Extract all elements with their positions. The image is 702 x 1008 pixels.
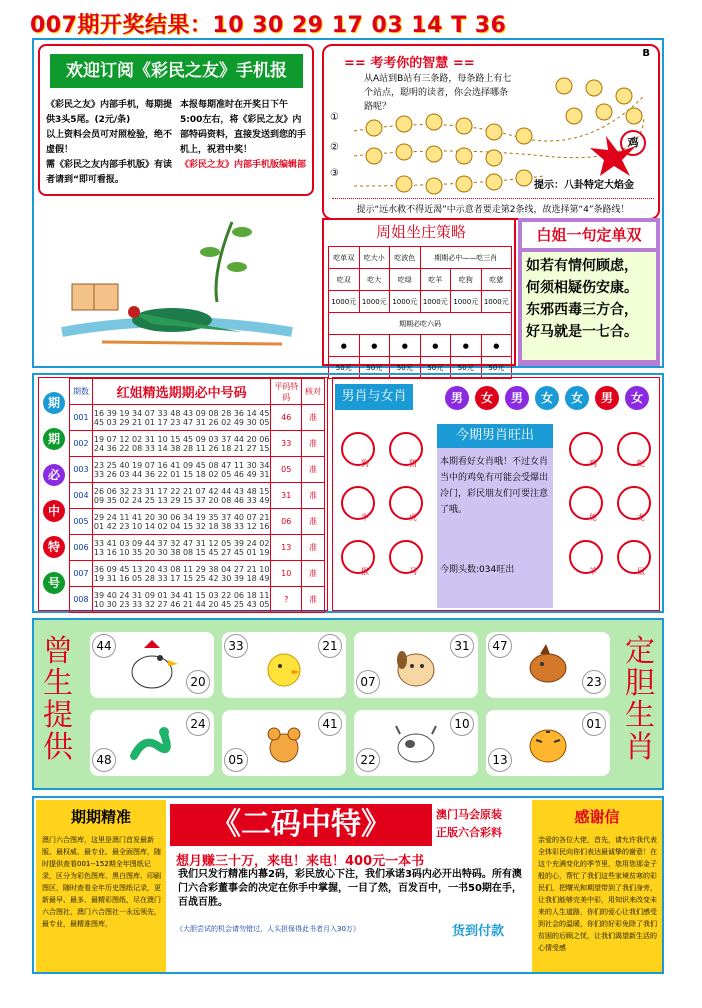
hong-table (69, 378, 325, 613)
erma-banner: 《二码中特》 (170, 804, 432, 846)
hong-box (38, 377, 328, 611)
zodiac-card (90, 632, 214, 698)
quiz-b-label: B (642, 48, 650, 59)
period-number: 005 (70, 509, 93, 535)
bai-title: 白姐一句定单双 (522, 222, 656, 248)
zhou-dot: ● (329, 335, 360, 357)
hong-title: 红姐精选期期必中号码 (92, 379, 271, 405)
zhou-cell: 50元 (359, 357, 390, 379)
subscribe-para: 以上资料会员可对照检验，绝不虚假！ (46, 130, 173, 155)
zhou-cell: 期期必中——吃三肖 (420, 247, 512, 269)
card-number: 20 (186, 670, 210, 694)
zhou-cell: 1000元 (451, 291, 482, 313)
quiz-box (322, 44, 660, 220)
snake-icon (124, 716, 180, 772)
zodiac-goat-icon (569, 540, 603, 574)
card-number: 07 (356, 670, 380, 694)
erma-side-line: 澳门马会原装 (436, 808, 502, 821)
col-header: 期数 (70, 379, 93, 405)
special-number: 33 (271, 431, 302, 457)
zodiac-label: 狗 (361, 459, 369, 468)
zhou-dot: ● (481, 335, 512, 357)
zhou-cell: 50元 (481, 357, 512, 379)
rooster-icon (124, 638, 180, 694)
gender-badge: 女 (475, 386, 499, 410)
special-number: 05 (271, 457, 302, 483)
check-mark: 准 (302, 405, 325, 431)
path-number-2: ② (330, 142, 339, 153)
zodiac-card (354, 632, 478, 698)
card-number: 10 (450, 712, 474, 736)
vtitle-char: 生 (43, 666, 73, 701)
subscribe-left-text (46, 98, 172, 188)
zhou-cell: 1000元 (420, 291, 451, 313)
special-number: 31 (271, 483, 302, 509)
thanks-box (532, 800, 662, 972)
vtitle-char: 曾 (43, 634, 73, 669)
check-mark: 准 (302, 483, 325, 509)
right-vertical-title (622, 636, 658, 764)
period-number: 007 (70, 561, 93, 587)
vtitle-char: 胆 (625, 666, 655, 701)
section-subscribe (32, 38, 664, 372)
subscribe-right-text (180, 98, 310, 173)
bird-illustration (42, 212, 312, 362)
precise-box (36, 800, 166, 972)
zodiac-label: 马 (409, 567, 417, 576)
result-text: 007期开奖结果：10 30 29 17 03 14 T 36 (30, 13, 507, 38)
side-char: 特 (43, 536, 65, 558)
erma-foot: 《大胆尝试的机会请勿错过，人头担保得此书者月入30万》 (176, 925, 360, 933)
precise-title: 期期精准 (70, 808, 131, 826)
horse-icon (520, 638, 576, 694)
zodiac-monkey-icon (341, 540, 375, 574)
hong-row (70, 561, 325, 587)
subscribe-editor: 《彩民之友》内部手机版编辑部 (180, 160, 307, 170)
nannv-box (332, 377, 660, 611)
zodiac-dog-icon (341, 432, 375, 466)
code-list: 19 07 12 02 31 10 15 45 09 03 37 44 20 06 24 36 22 08 33 14 38 28 11 26 18 21 27 15 (92, 431, 271, 457)
zodiac-ox-icon (341, 486, 375, 520)
zodiac-label: 猴 (361, 567, 369, 576)
zhou-cell: 吃狗 (451, 269, 482, 291)
zhou-cell: 1000元 (390, 291, 421, 313)
special-number: 46 (271, 405, 302, 431)
poem-line: 如若有情何顾虑， (526, 258, 638, 274)
card-number: 21 (318, 634, 342, 658)
side-char: 期 (43, 428, 65, 450)
zodiac-label: 猪 (409, 459, 417, 468)
gender-badge: 女 (565, 386, 589, 410)
nan-mid-title: 今期男肖旺出 (437, 424, 553, 448)
erma-side-line: 正版六合彩料 (436, 826, 502, 839)
card-number: 24 (186, 712, 210, 736)
special-number: 10 (271, 561, 302, 587)
hong-row (70, 431, 325, 457)
zodiac-label: 羊 (589, 567, 597, 576)
zhou-dot: ● (390, 335, 421, 357)
zhou-cell: 50元 (390, 357, 421, 379)
card-number: 23 (582, 670, 606, 694)
bai-poem (522, 252, 656, 360)
zodiac-tiger-icon (389, 486, 423, 520)
period-number: 006 (70, 535, 93, 561)
zodiac-card (354, 710, 478, 776)
side-char: 期 (43, 392, 65, 414)
poem-line: 何须相疑伤安康。 (526, 280, 638, 296)
period-number: 001 (70, 405, 93, 431)
poem-line: 东邪西毒三方合， (526, 302, 638, 318)
zodiac-label: 龙 (637, 513, 645, 522)
gender-badge: 女 (535, 386, 559, 410)
zhou-strategy-box (322, 218, 516, 372)
dog-icon (388, 638, 444, 694)
code-list: 29 24 11 41 20 30 06 34 19 35 37 40 07 21 01 42 23 10 14 02 04 15 32 18 38 33 12 16 (92, 509, 271, 535)
code-list: 36 09 45 13 20 43 08 11 29 38 04 27 21 10 19 31 16 05 28 33 17 15 25 42 30 39 18 49 (92, 561, 271, 587)
check-mark: 准 (302, 587, 325, 613)
col-header: 平码特码 (271, 379, 302, 405)
erma-body: 我们只发行精准内幕2码，彩民放心下注，我们承诺3码内必开出特码。所有澳门六合彩董事会的决定在你手中掌握，一目了然，百发百中，一书50期在手，百战百胜。 (178, 869, 522, 908)
zodiac-card (222, 710, 346, 776)
vtitle-char: 生 (625, 698, 655, 733)
gender-badge: 男 (505, 386, 529, 410)
zhou-cell: 吃双 (329, 269, 360, 291)
check-mark: 准 (302, 509, 325, 535)
zhou-cell: 吃波色 (390, 247, 421, 269)
vtitle-char: 提 (43, 698, 73, 733)
vtitle-char: 肖 (625, 730, 655, 765)
hong-row (70, 405, 325, 431)
zodiac-dragon-icon (617, 486, 651, 520)
zhou-cell: 吃羊 (420, 269, 451, 291)
gender-badge: 男 (595, 386, 619, 410)
card-number: 22 (356, 748, 380, 772)
zodiac-pig-icon (389, 432, 423, 466)
check-mark: 准 (302, 561, 325, 587)
zhong-label: 中 (598, 141, 608, 151)
special-number: ? (271, 587, 302, 613)
erma-side (436, 806, 532, 842)
zodiac-snake-icon (617, 432, 651, 466)
zhou-cell: 1000元 (329, 291, 360, 313)
path-number-1: ① (330, 112, 339, 123)
zodiac-label: 鼠 (637, 567, 645, 576)
nannv-title: 男肖与女肖 (335, 384, 413, 410)
zodiac-card (486, 632, 610, 698)
hong-row (70, 509, 325, 535)
zodiac-label: 蛇 (637, 459, 645, 468)
zodiac-label: 虎 (409, 513, 417, 522)
check-mark: 准 (302, 535, 325, 561)
card-number: 33 (224, 634, 248, 658)
zhou-cell: 吃猪 (481, 269, 512, 291)
section-hong-nannv (32, 373, 664, 613)
zhou-cell: 1000元 (481, 291, 512, 313)
card-number: 47 (488, 634, 512, 658)
hong-row (70, 457, 325, 483)
subscribe-para: 《彩民之友》内部手机，每期提供3头5尾。(2元/条) (46, 100, 173, 125)
zodiac-rooster-icon (569, 432, 603, 466)
period-number: 002 (70, 431, 93, 457)
mouse-icon (256, 716, 312, 772)
subscribe-box (38, 44, 314, 196)
code-list: 39 40 24 31 09 01 34 41 15 03 22 06 18 11 10 30 23 33 32 27 46 21 44 20 45 25 43 05 (92, 587, 271, 613)
quiz-hint-left: 提示：八卦特定大焰金 (534, 180, 634, 191)
card-number: 41 (318, 712, 342, 736)
subscribe-para: 需《彩民之友内部手机版》有读者请到“即可看报。 (46, 160, 173, 185)
zodiac-rabbit-icon (569, 486, 603, 520)
quiz-title: == 考考你的智慧 == (344, 56, 475, 71)
ji-badge: 鸡 (620, 130, 646, 156)
period-number: 003 (70, 457, 93, 483)
code-list: 26 06 32 23 31 17 22 21 07 42 44 43 48 15 09 35 02 24 25 13 29 15 37 20 08 46 33 49 (92, 483, 271, 509)
zhou-cell: 50元 (329, 357, 360, 379)
gender-badge: 男 (445, 386, 469, 410)
erma-slogan: 想月赚三十万，来电！来电！400元一本书 (176, 854, 425, 869)
zhou-dot: ● (359, 335, 390, 357)
code-list: 23 25 40 19 07 16 41 09 45 08 47 11 30 34 33 26 03 44 36 22 01 15 18 02 05 46 49 31 (92, 457, 271, 483)
zodiac-rat-icon (617, 540, 651, 574)
card-number: 01 (582, 712, 606, 736)
vtitle-char: 定 (625, 634, 655, 669)
card-number: 44 (92, 634, 116, 658)
hong-row (70, 587, 325, 613)
zhou-title: 周姐坐庄策略 (375, 223, 466, 241)
zhou-cell: 吃大小 (359, 247, 390, 269)
zodiac-label: 兔 (589, 513, 597, 522)
poem-line: 好马就是一七合。 (526, 324, 638, 340)
subscribe-para: 本报每期准时在开奖日下午5:00左右，将《彩民之友》内部特码资料，直接发送到您的手机上，祝君中奖！ (180, 100, 307, 155)
zhou-cell: 吃单双 (329, 247, 360, 269)
nan-middle (437, 424, 553, 608)
side-char: 中 (43, 500, 65, 522)
nan-mid-head: 今期头数:034旺出 (440, 565, 515, 575)
card-number: 13 (488, 748, 512, 772)
bai-box (518, 218, 660, 366)
code-list: 16 39 19 34 07 33 48 43 09 08 28 36 14 45 45 03 29 21 01 17 23 47 31 26 02 49 30 05 (92, 405, 271, 431)
special-number: 13 (271, 535, 302, 561)
path-number-3: ③ (330, 168, 339, 179)
side-char: 号 (43, 572, 65, 594)
zhou-cell: 50元 (420, 357, 451, 379)
gender-badge: 女 (625, 386, 649, 410)
zhou-cell: 期期必吃六码 (329, 313, 512, 335)
special-number: 06 (271, 509, 302, 535)
zhou-cell: 吃大 (359, 269, 390, 291)
col-header: 核对 (302, 379, 325, 405)
quiz-hint: 提示“远水救不得近渴”中示意者要走第2条线，故选择第“4”条路线！ (332, 198, 654, 215)
hong-row (70, 535, 325, 561)
nan-mid-text: 本期看好女肖哦！不过女肖当中的鸡免有可能会受爆出冷门，彩民朋友们可要注意了哦。 (440, 457, 549, 515)
zhou-cell: 50元 (451, 357, 482, 379)
section-zodiac-cards (32, 618, 664, 790)
card-number: 31 (450, 634, 474, 658)
hong-row (70, 483, 325, 509)
card-number: 05 (224, 748, 248, 772)
zodiac-card (486, 710, 610, 776)
left-vertical-title (40, 636, 76, 764)
precise-text: 澳门六合图库，这里是澳门首发最新版、最权威、最专业、最全面图库，随时提供查看001--152期全年图纸记录，区分为彩色图库、黑白图库、印刷图区，随时查看全年历史图纸记录，更新最早、最多、最精彩图纸，尽在澳门六合图社，澳门六合图社一永远领先，最专业，最精准图库， (42, 836, 161, 928)
card-number: 48 (92, 748, 116, 772)
erma-box (168, 800, 528, 972)
zodiac-label: 牛 (361, 513, 369, 522)
zodiac-label: 鸡 (589, 459, 597, 468)
header-bar (0, 0, 702, 40)
period-number: 004 (70, 483, 93, 509)
cow-icon (388, 716, 444, 772)
thanks-title: 感谢信 (574, 808, 620, 826)
card-overlay (222, 632, 346, 698)
zhou-cell: 1000元 (359, 291, 390, 313)
tiger-icon (520, 716, 576, 772)
period-number: 008 (70, 587, 93, 613)
check-mark: 准 (302, 457, 325, 483)
zhou-dot: ● (451, 335, 482, 357)
thanks-text: 亲爱的各位大佬，首先，请允许我代表全体彩民向你们表达最诚挚的谢意！在这个充满变化的季节里，您用您那金子般的心，帮忙了我们这些家境贫寒的彩民们，把曙光和期望带到了我们身旁，让我们能够完美中彩，用知识来改变未来的人生道路，你们的爱心让我们感受到社会的温暖，你们的好彩免除了我们贫困的后顾之忧，让我们渴望新生活的心情受感 (538, 836, 657, 952)
zhou-cell: 吃绿 (390, 269, 421, 291)
quiz-text: 从A站到B站有三条路，每条路上有七个站点，聪明的读者，你会选择哪条路呢？ (364, 74, 512, 112)
code-list: 33 41 03 09 44 37 32 47 31 12 05 39 24 02 13 16 10 35 20 30 38 08 15 45 27 45 01 19 (92, 535, 271, 561)
cash-on-delivery: 货到付款 (452, 924, 505, 939)
zhou-dot: ● (420, 335, 451, 357)
zhou-table (328, 246, 512, 379)
side-char: 必 (43, 464, 65, 486)
vtitle-char: 供 (43, 730, 73, 765)
check-mark: 准 (302, 431, 325, 457)
zodiac-horse-icon (389, 540, 423, 574)
zodiac-card (90, 710, 214, 776)
subscribe-title: 欢迎订阅《彩民之友》手机报 (50, 54, 303, 88)
section-bottom (32, 796, 664, 974)
